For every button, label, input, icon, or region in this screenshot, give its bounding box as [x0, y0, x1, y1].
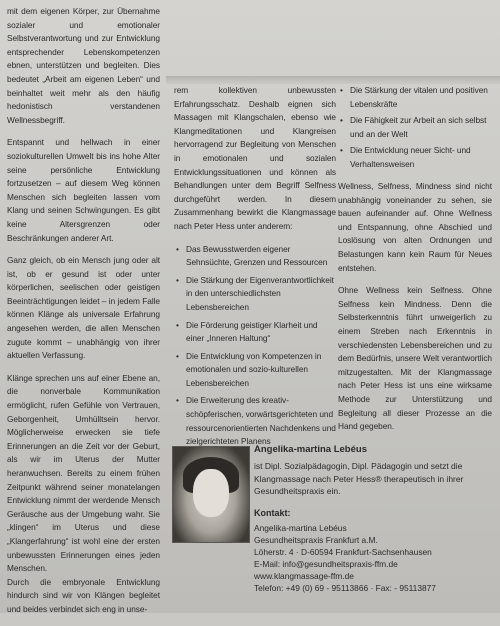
column-middle — [174, 84, 336, 453]
contact-heading: Kontakt: — [254, 508, 291, 518]
paragraph: mit dem eigenen Körper, zur Übernahme sozialer und emotionaler Selbstverantwortung und zur Entwicklung entsprechender Lebenskompetenzen ebnen, unterstützen und begleiten. Dies bedeutet „Arbeit am eigenen Leben“ und beinhaltet weit mehr als den häufig hedonistisch verstandenen Wellnessbegriff. — [7, 6, 160, 125]
paragraph: Ohne Wellness kein Selfness. Ohne Selfness kein Mindness. Denn die Selbsterkenntnis führt unweigerlich zu einem Streben nach Erkenntnis in verschiedensten Lebensbereichen und zu dem Bedürfnis, unsere Welt verantwortlich mitzugestalten. Mit der Klangmassage nach Peter Hess ist uns eine wirksame Methode zur Unterstützung und Begleitung all dieser Prozesse an die Hand gegeben. — [338, 285, 492, 432]
column-left — [7, 5, 160, 626]
author-bio: ist Dipl. Sozialpädagogin, Dipl. Pädagogin und setzt die Klangmassage nach Peter Hess® therapeutisch in ihrer Gesundheitspraxis ein. — [254, 461, 464, 496]
contact-practice: Gesundheitspraxis Frankfurt a.M. — [254, 535, 378, 545]
contact-email[interactable]: E-Mail: info@gesundheitspraxis-ffm.de — [254, 559, 398, 569]
column-right-text — [338, 180, 492, 443]
list-item: • Die Entwicklung von Kompetenzen in emotionalen und sozio-kulturellen Lebensbereichen — [174, 350, 336, 391]
list-item: • Die Stärkung der vitalen und positiven Lebenskräfte — [338, 84, 492, 111]
contact-phone: Telefon: +49 (0) 69 - 95113866 · Fax: - 95113877 — [254, 583, 436, 593]
contact-name: Angelika-martina Lebéus — [254, 523, 347, 533]
paragraph: Ganz gleich, ob ein Mensch jung oder alt ist, ob er gesund ist oder unter körperlichen, seelischen oder geistigen Beeinträchtigungen leidet – in jedem Falle können Klänge als universale Erfahrung angesehen werden, die allen Menschen zugute kommt – unabhängig von ihrer aktuellen Verfassung. — [7, 255, 160, 361]
author-profile — [170, 440, 500, 613]
contact-address: Löherstr. 4 · D-60594 Frankfurt-Sachsenhausen — [254, 547, 432, 557]
list-item: • Das Bewusstwerden eigener Sehnsüchte, Grenzen und Ressourcen — [174, 243, 336, 270]
contact-website[interactable]: www.klangmassage-ffm.de — [254, 571, 354, 581]
list-item: • Die Entwicklung neuer Sicht- und Verhaltensweisen — [338, 144, 492, 171]
paragraph: rem kollektiven unbewussten Erfahrungsschatz. Deshalb eignen sich Massagen mit Klangschalen, ebenso wie Klangmeditationen und Klangreisen hervorragend zur Begleitung von Menschen in emotionalen und sozialen Entwicklungssituationen und können als Behandlungen unter dem Begriff Selfness durchgeführt werden. In diesem Zusammenhang bewirkt die Klangmassage nach Peter Hess unter anderem: — [174, 85, 336, 231]
paragraph: Klänge sprechen uns auf einer Ebene an, die nonverbale Kommunikation ermöglicht, rufen Gefühle von Vertrauen, Geborgenheit, Umhülltsein hervor. Möglicherweise erwecken sie tiefe Erinnerungen an die Zeit vor der Geburt, als wir im Uterus der Mutter heranwuchsen. Bereits zu einem frühen Zeitpunkt während seiner monatelangen Entwicklung nimmt der werdende Mensch Geräusche aus der Umgebung wahr. Sie „klingen“ im Uterus und diese „Klangerfahrung“ ist wohl eine der ersten unbewussten Erinnerungen eines jeden Menschen. — [7, 372, 160, 574]
benefit-list-continued — [338, 84, 492, 172]
column-right — [338, 84, 492, 175]
list-item: • Die Stärkung der Eigenverantwortlichkeit in den unterschiedlichsten Lebensbereichen — [174, 274, 336, 315]
paper-fold-shadow — [166, 76, 500, 84]
paragraph: Durch die embryonale Entwicklung hindurch sind wir von Klängen begleitet und beides verbindet sich eng in unse- — [7, 576, 160, 614]
list-item: • Die Erweiterung des kreativ-schöpferischen, vorwärtsgerichteten und ressourcenorientierten Nachdenkens und zielgerichteten Planens — [174, 394, 336, 448]
photo-face — [193, 469, 229, 517]
paragraph: Entspannt und hellwach in einer soziokulturellen Umwelt bis ins hohe Alter seine persönliche Entwicklung fortzusetzen – auf diesem Weg können Menschen sich begleiten lassen vom Klang und seinen Schwingungen. Es gibt keine Altersgrenzen oder Beschränkungen anderer Art. — [7, 137, 160, 243]
paragraph: Wellness, Selfness, Mindness sind nicht unabhängig voneinander zu sehen, sie bauen aufeinander auf. Ohne Wellness und Entspannung, ohne Abschied und Loslösung von alten Ordnungen und Belastungen kann kein Raum für Neues entstehen. — [338, 181, 492, 273]
benefit-list — [174, 243, 336, 449]
author-photo — [172, 446, 250, 543]
author-name: Angelika-martina Lebéus — [254, 444, 367, 455]
list-item: • Die Fähigkeit zur Arbeit an sich selbst und an der Welt — [338, 114, 492, 141]
list-item: • Die Förderung geistiger Klarheit und einer „Inneren Haltung“ — [174, 319, 336, 346]
